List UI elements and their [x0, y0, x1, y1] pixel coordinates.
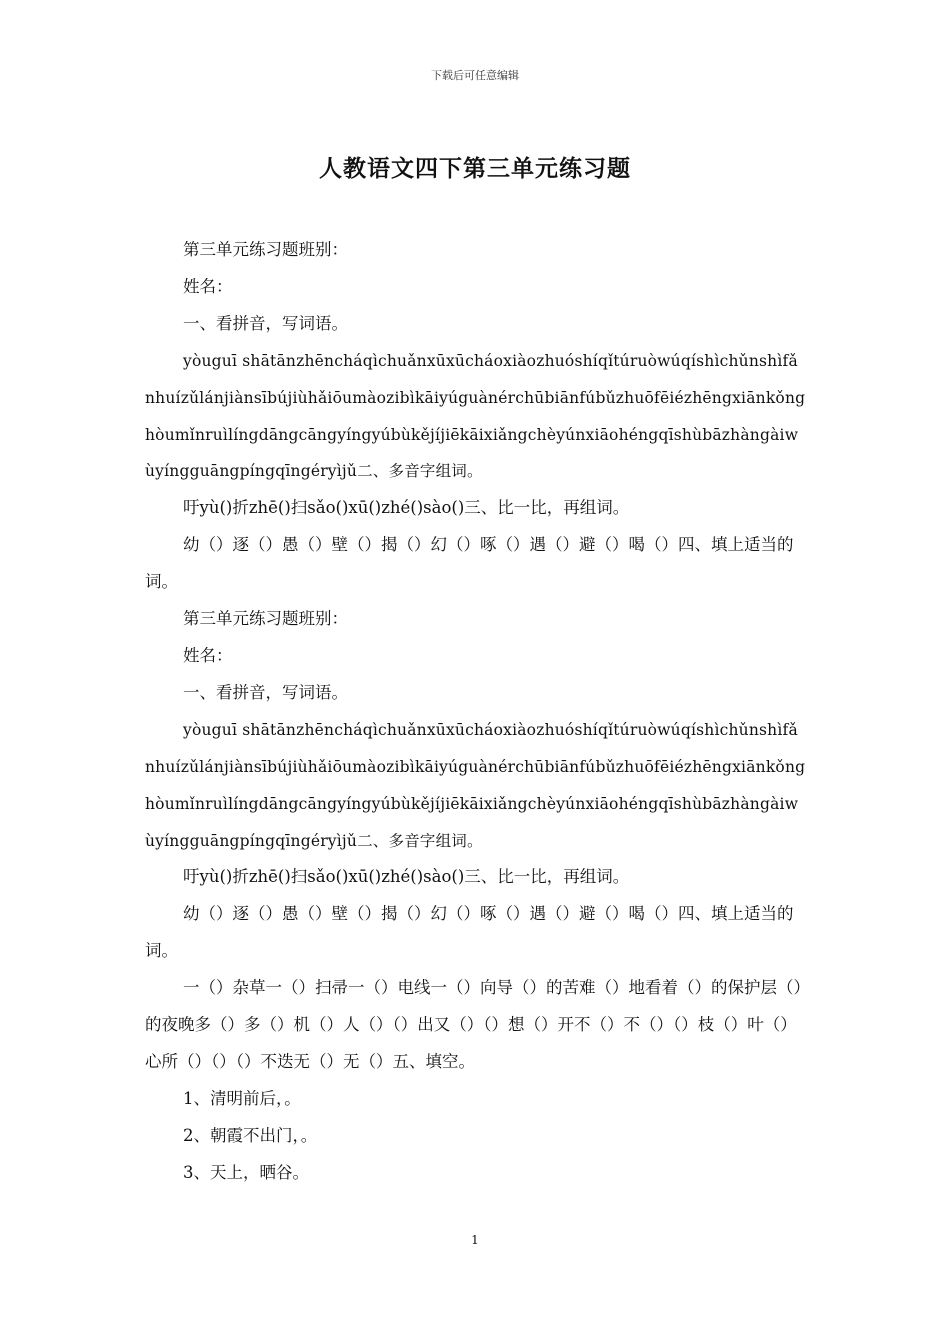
- paragraph-pinyin: yòuguī shātānzhēncháqìchuǎnxūxūcháoxiàozhuóshíqǐtúruòwúqíshìchǔnshìfǎnhuízǔlánjiànsībújiùhǎiōumàozibìkāiyúguànérchūbiānfúbǔzhuōfēiézhēngxiānkǒnghòumǐnruìlíngdāngcāngyíngyúbùkějíjiēkāixiǎngchèyúnxiāohéngqīshùbāzhàngàiwùyíngguāngpíngqīngéryìjǔ二、多音字组词。: [145, 351, 806, 481]
- paragraph-class-label: 第三单元练习题班别：: [183, 240, 348, 259]
- paragraph-fill-blank-1: 1、清明前后，。: [183, 1088, 301, 1108]
- paragraph-section-1-heading: 一、看拼音，写词语。: [183, 313, 348, 333]
- paragraph-class-label-repeat: 第三单元练习题班别：: [183, 609, 348, 629]
- page-number: 1: [471, 1233, 479, 1247]
- paragraph-compare-repeat: 幼（）逐（）愚（）壁（）揭（）幻（）啄（）遇（）避（）喝（）四、填上适当的词。: [145, 904, 794, 961]
- paragraph-pinyin-repeat: yòuguī shātānzhēncháqìchuǎnxūxūcháoxiàozhuóshíqǐtúruòwúqíshìchǔnshìfǎnhuízǔlánjiànsībújiùhǎiōumàozibìkāiyúguànérchūbiānfúbǔzhuōfēiézhēngxiānkǒnghòumǐnruìlíngdāngcāngyíngyúbùkějíjiēkāixiǎngchèyúnxiāohéngqīshùbāzhàngàiwùyíngguāngpíngqīngéryìjǔ二、多音字组词。: [145, 720, 806, 850]
- paragraph-section-1-heading-repeat: 一、看拼音，写词语。: [183, 682, 348, 702]
- paragraph-polyphone-repeat: 吁yù()折zhē()扫sǎo()xū()zhé()sào()三、比一比，再组词。: [183, 867, 630, 887]
- paragraph-polyphone: 吁yù()折zhē()扫sǎo()xū()zhé()sào()三、比一比，再组词。: [183, 498, 630, 518]
- paragraph-fill-blank-3: 3、天上，晒谷。: [183, 1162, 309, 1182]
- document-title: 人教语文四下第三单元练习题: [319, 155, 631, 182]
- paragraph-compare: 幼（）逐（）愚（）壁（）揭（）幻（）啄（）遇（）避（）喝（）四、填上适当的词。: [145, 535, 794, 592]
- paragraph-name-label: 姓名：: [183, 276, 233, 296]
- paragraph-name-label-repeat: 姓名：: [183, 645, 233, 665]
- header-note: 下载后可任意编辑: [431, 69, 519, 82]
- document-body: [145, 232, 807, 1192]
- paragraph-fill-blank-2: 2、朝霞不出门，。: [183, 1125, 318, 1145]
- paragraph-fill-words: 一（）杂草一（）扫帚一（）电线一（）向导（）的苦难（）地看着（）的保护层（）的夜晚多（）多（）机（）人（）（）出又（）（）想（）开不（）不（）（）枝（）叶（）心所（）（）（）不迭无（）无（）五、填空。: [145, 978, 802, 1071]
